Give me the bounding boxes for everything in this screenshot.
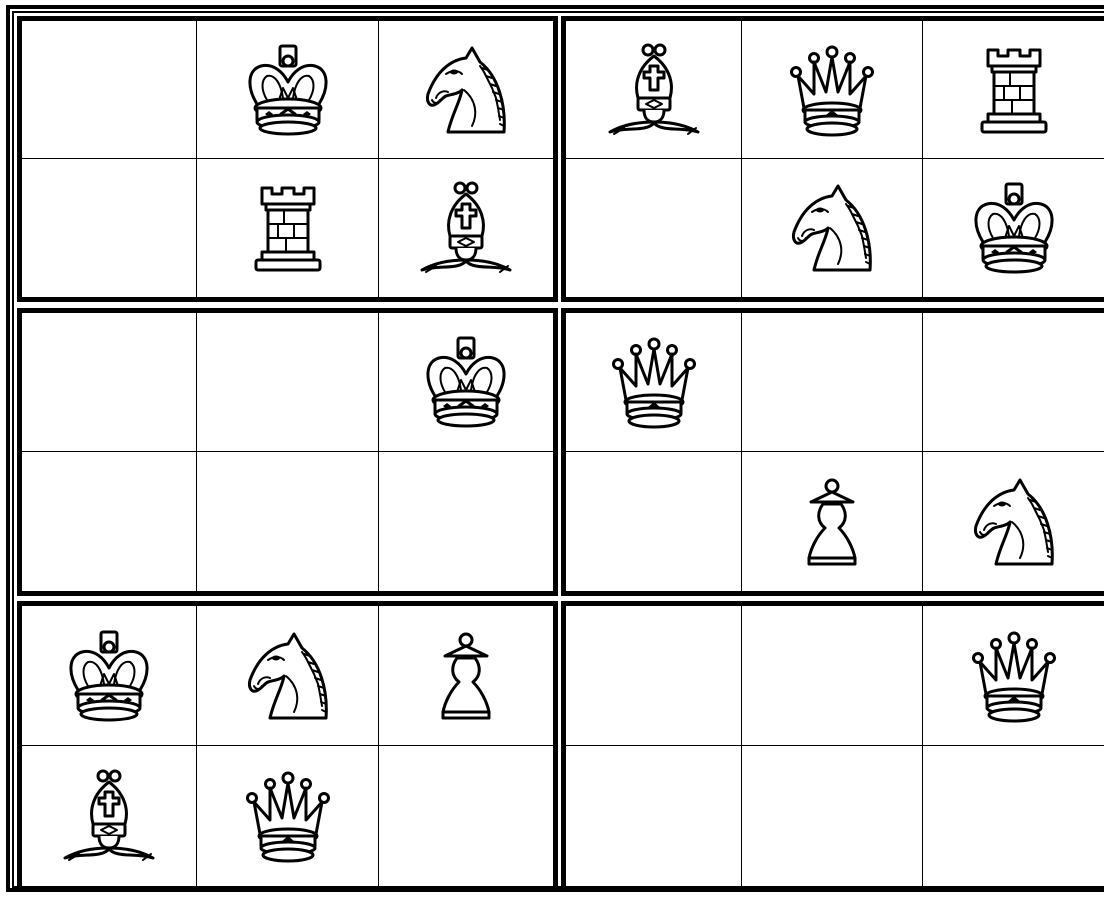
chess-bishop-icon [59,766,159,866]
chess-knight-icon [964,472,1064,572]
box-2 [561,16,1104,302]
board-cell[interactable] [379,606,553,746]
chess-queen-icon [782,40,882,140]
board-cell[interactable] [22,21,197,159]
board-cell[interactable] [923,606,1104,746]
board-cell[interactable] [742,746,923,886]
chess-king-icon [964,178,1064,278]
board-cell[interactable] [197,452,379,591]
board-cell[interactable] [566,313,742,452]
board-cell[interactable] [379,313,553,452]
chess-king-icon [238,40,338,140]
board-cell[interactable] [923,746,1104,886]
board-cell[interactable] [197,606,379,746]
box-3 [17,308,558,596]
box-6 [561,601,1104,891]
chess-king-icon [59,626,159,726]
board-cell[interactable] [197,313,379,452]
board-cell[interactable] [197,21,379,159]
board-cell[interactable] [742,313,923,452]
board-cell[interactable] [197,159,379,297]
board-cell[interactable] [566,452,742,591]
board-cell[interactable] [742,452,923,591]
box-4 [561,308,1104,596]
board-cell[interactable] [566,746,742,886]
box-1 [17,16,558,302]
board-cell[interactable] [22,159,197,297]
board-cell[interactable] [22,746,197,886]
chess-bishop-icon [416,178,516,278]
board-cell[interactable] [923,21,1104,159]
chess-rook-icon [238,178,338,278]
chess-knight-icon [782,178,882,278]
chess-queen-icon [238,766,338,866]
chess-pawn-icon [782,472,882,572]
board-cell[interactable] [379,159,553,297]
board-cell[interactable] [923,313,1104,452]
chess-bishop-icon [604,40,704,140]
chess-knight-icon [238,626,338,726]
chess-rook-icon [964,40,1064,140]
board-cell[interactable] [742,159,923,297]
box-5 [17,601,558,891]
board-cell[interactable] [22,452,197,591]
board-cell[interactable] [22,313,197,452]
chess-king-icon [416,332,516,432]
chess-knight-icon [416,40,516,140]
board-cell[interactable] [742,21,923,159]
board-cell[interactable] [923,159,1104,297]
board-cell[interactable] [379,452,553,591]
board-cell[interactable] [379,746,553,886]
board-cell[interactable] [22,606,197,746]
chess-pawn-icon [416,626,516,726]
board-cell[interactable] [566,21,742,159]
chess-queen-icon [964,626,1064,726]
board-cell[interactable] [197,746,379,886]
chess-queen-icon [604,332,704,432]
board-cell[interactable] [742,606,923,746]
board-cell[interactable] [379,21,553,159]
board-cell[interactable] [566,159,742,297]
board-cell[interactable] [566,606,742,746]
board-cell[interactable] [923,452,1104,591]
